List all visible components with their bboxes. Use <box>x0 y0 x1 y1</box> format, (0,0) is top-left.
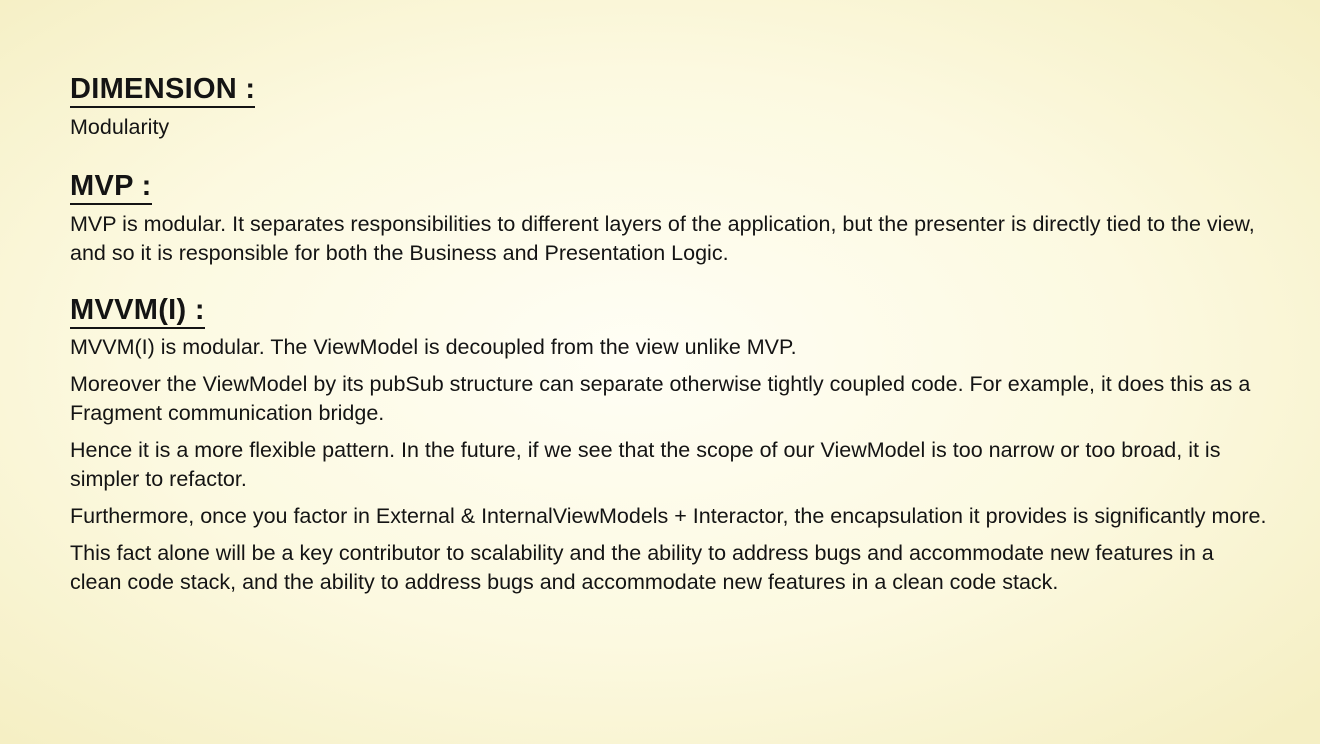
slide-content <box>70 72 1270 605</box>
dimension-section <box>70 72 1270 142</box>
mvvm-paragraph: Moreover the ViewModel by its pubSub structure can separate otherwise tightly coupled code. For example, it does this as a Fragment communication bridge. <box>70 372 1251 425</box>
mvvm-paragraph: This fact alone will be a key contributor to scalability and the ability to address bugs and accommodate new features in a clean code stack, and the ability to address bugs and accommodate new features in a clean code stack. <box>70 541 1214 594</box>
mvvm-section <box>70 293 1270 597</box>
dimension-heading: DIMENSION : <box>70 72 255 108</box>
mvp-section <box>70 169 1270 268</box>
dimension-value: Modularity <box>70 115 170 139</box>
mvvm-heading: MVVM(I) : <box>70 293 205 329</box>
mvvm-paragraph: Furthermore, once you factor in External & InternalViewModels + Interactor, the encapsulation it provides is significantly more. <box>70 504 1267 528</box>
mvp-heading: MVP : <box>70 169 152 205</box>
mvvm-paragraph: MVVM(I) is modular. The ViewModel is decoupled from the view unlike MVP. <box>70 335 797 359</box>
mvvm-paragraphs <box>70 333 1270 597</box>
mvvm-paragraph: Hence it is a more flexible pattern. In the future, if we see that the scope of our ViewModel is too narrow or too broad, it is simpler to refactor. <box>70 438 1221 491</box>
mvp-description: MVP is modular. It separates responsibilities to different layers of the application, but the presenter is directly tied to the view, and so it is responsible for both the Business and Presentation Logic. <box>70 212 1255 265</box>
